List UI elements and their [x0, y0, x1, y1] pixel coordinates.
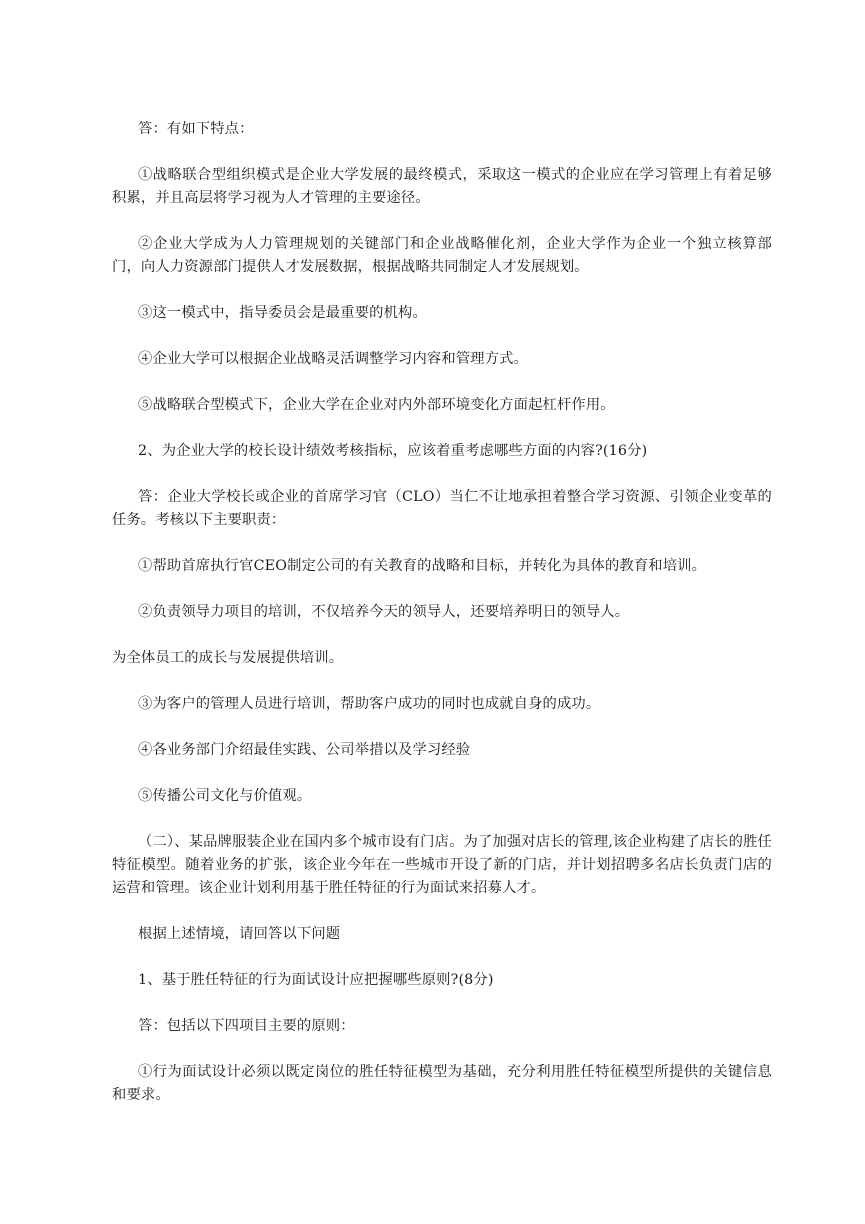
duty-3: ③为客户的管理人员进行培训，帮助客户成功的同时也成就自身的成功。: [138, 696, 601, 712]
question-2: 2、为企业大学的校长设计绩效考核指标，应该着重考虑哪些方面的内容?(16分): [138, 443, 648, 459]
point-2: ②企业大学成为人力管理规划的关键部门和企业战略催化剂，企业大学作为企业一个独立核算部门，向人力资源部门提供人才发展数据，根据战略共同制定人才发展规划。: [112, 236, 772, 275]
duty-5: ⑤传播公司文化与价值观。: [138, 788, 312, 804]
point-3: ③这一模式中，指导委员会是最重要的机构。: [138, 305, 427, 321]
answer-principles-intro: 答：包括以下四项目主要的原则：: [138, 1018, 355, 1034]
point-4: ④企业大学可以根据企业战略灵活调整学习内容和管理方式。: [138, 351, 529, 367]
point-5: ⑤战略联合型模式下，企业大学在企业对内外部环境变化方面起杠杆作用。: [138, 397, 615, 413]
duty-4: ④各业务部门介绍最佳实践、公司举措以及学习经验: [138, 742, 471, 758]
duty-2-extra: 为全体员工的成长与发展提供培训。: [112, 650, 344, 666]
duty-1: ①帮助首席执行官CEO制定公司的有关教育的战略和目标，并转化为具体的教育和培训。: [138, 558, 707, 574]
case-instruction: 根据上述情境，请回答以下问题: [138, 926, 341, 942]
principle-1: ①行为面试设计必须以既定岗位的胜任特征模型为基础，充分利用胜任特征模型所提供的关键信息和要求。: [112, 1064, 772, 1103]
case-two-scenario: （二）、某品牌服装企业在国内多个城市设有门店。为了加强对店长的管理,该企业构建了店长的胜任特征模型。随着业务的扩张，该企业今年在一些城市开设了新的门店，并计划招聘多名店长负责门店的运营和管理。该企业计划利用基于胜任特征的行为面试来招募人才。: [112, 834, 772, 896]
answer-intro: 答：有如下特点：: [138, 121, 254, 137]
answer-2: 答：企业大学校长或企业的首席学习官（CLO）当仁不让地承担着整合学习资源、引领企业变革的任务。考核以下主要职责：: [112, 489, 772, 528]
point-1: ①战略联合型组织模式是企业大学发展的最终模式，采取这一模式的企业应在学习管理上有着足够积累，并且高层将学习视为人才管理的主要途径。: [112, 167, 772, 206]
duty-2: ②负责领导力项目的培训，不仅培养今天的领导人，还要培养明日的领导人。: [138, 604, 630, 620]
question-1: 1、基于胜任特征的行为面试设计应把握哪些原则?(8分): [138, 972, 494, 988]
